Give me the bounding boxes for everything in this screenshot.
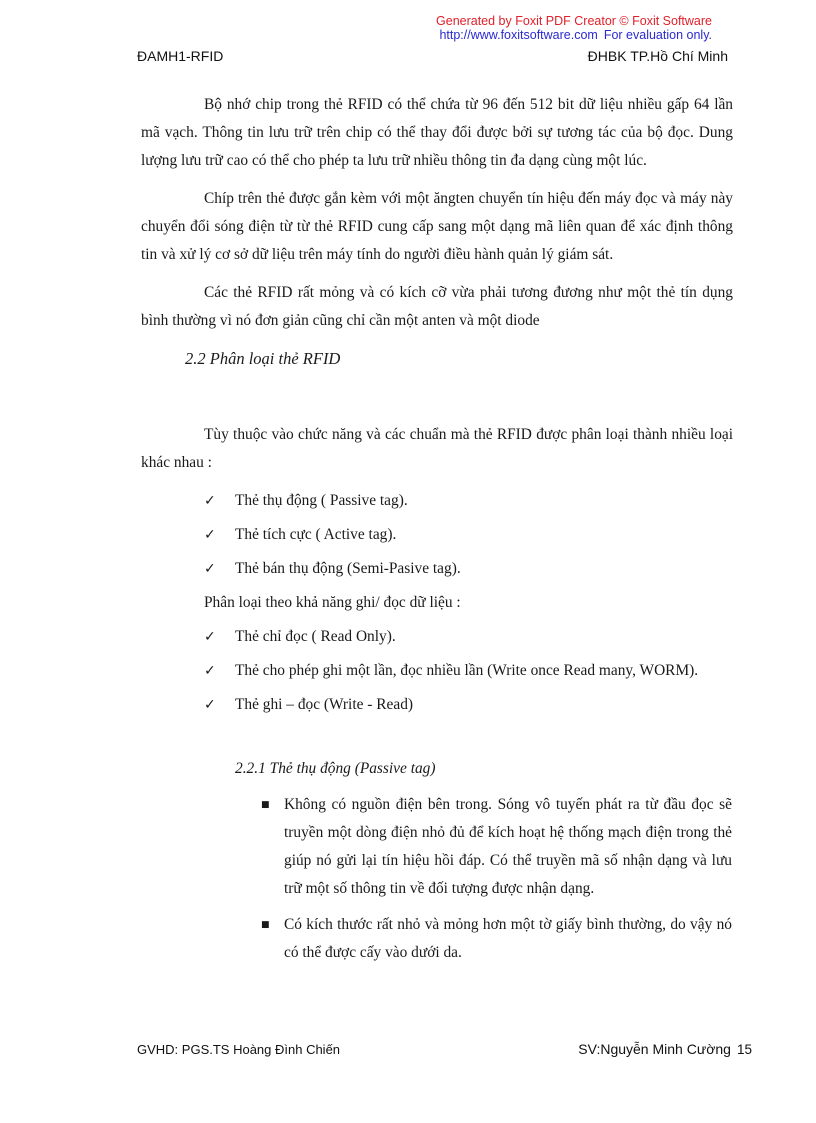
paragraph-chip-antenna: Chíp trên thẻ được gắn kèm với một ăngten chuyển tín hiệu đến máy đọc và máy này chuyển đổi sóng điện từ từ thẻ RFID cung cấp sang một dạng mã liên quan để xác định thông tin và xử lý cơ sở dữ liệu trên máy tính do người điều hành quản lý giám sát.: [141, 190, 733, 263]
list-item: [204, 521, 733, 549]
list-item: [204, 691, 733, 719]
list-item-label: Có kích thước rất nhỏ và mỏng hơn một tờ giấy bình thường, do vậy nó có thể được cấy vào dưới da.: [284, 916, 732, 961]
footer-right: [578, 1041, 752, 1057]
list-item-label: Thẻ chỉ đọc ( Read Only).: [235, 628, 396, 645]
paragraph-chip-memory: Bộ nhớ chip trong thẻ RFID có thể chứa từ 96 đến 512 bit dữ liệu nhiều gấp 64 lần mã vạch. Thông tin lưu trữ trên chip có thể thay đổi được bởi sự tương tác của bộ đọc. Dung lượng lưu trữ cao có thể cho phép ta lưu trữ nhiều thông tin đa dạng cùng một lúc.: [141, 96, 733, 169]
document-body: [141, 91, 733, 975]
square-bullet-icon: ■: [261, 800, 270, 810]
page-number: 15: [736, 1042, 752, 1057]
foxit-watermark: [0, 14, 712, 42]
checkmark-icon: ✓: [204, 527, 216, 543]
header-left: ĐAMH1-RFID: [137, 48, 224, 64]
square-bullet-icon: ■: [261, 920, 270, 930]
list-item: [261, 791, 732, 903]
checkmark-icon: ✓: [204, 663, 216, 679]
list-item-label: Thẻ bán thụ động (Semi-Pasive tag).: [235, 560, 461, 577]
paragraph-tag-size: Các thẻ RFID rất mỏng và có kích cỡ vừa phải tương đương như một thẻ tín dụng bình thường vì nó đơn giản cũng chỉ cần một anten và một diode: [141, 284, 733, 329]
checkmark-icon: ✓: [204, 493, 216, 509]
subsection-heading: 2.2.1 Thẻ thụ động (Passive tag): [235, 760, 436, 777]
list-item-label: Thẻ tích cực ( Active tag).: [235, 526, 397, 543]
list-item: [204, 555, 733, 583]
list-item: [261, 911, 732, 967]
section-heading: 2.2 Phân loại thẻ RFID: [185, 349, 341, 368]
footer-left: GVHD: PGS.TS Hoàng Đình Chiến: [137, 1042, 341, 1057]
header-right: ĐHBK TP.Hồ Chí Minh: [587, 48, 728, 64]
list-item: [204, 487, 733, 515]
footer-student: SV:Nguyễn Minh Cường: [578, 1041, 731, 1057]
checkmark-icon: ✓: [204, 697, 216, 713]
checkmark-icon: ✓: [204, 629, 216, 645]
list-item-label: Thẻ thụ động ( Passive tag).: [235, 492, 408, 509]
list-item-label: Thẻ cho phép ghi một lần, đọc nhiều lần (Write once Read many, WORM).: [235, 662, 699, 679]
section-intro: Tùy thuộc vào chức năng và các chuẩn mà thẻ RFID được phân loại thành nhiều loại khác nhau :: [141, 426, 733, 471]
watermark-eval: For evaluation only.: [603, 28, 712, 42]
watermark-link[interactable]: http://www.foxitsoftware.com: [439, 28, 598, 42]
list-item-label: Thẻ ghi – đọc (Write - Read): [235, 696, 414, 713]
list-item: [204, 657, 733, 685]
list-item: [204, 623, 733, 651]
list-item-label: Không có nguồn điện bên trong. Sóng vô tuyến phát ra từ đầu đọc sẽ truyền một dòng điện nhỏ đủ để kích hoạt hệ thống mạch điện trong thẻ giúp nó gửi lại tín hiệu hồi đáp. Có thể truyền mã số nhận dạng và lưu trữ một số thông tin về đối tượng được nhận dạng.: [284, 796, 732, 897]
watermark-title: Generated by Foxit PDF Creator © Foxit Software: [436, 14, 712, 28]
rw-intro: Phân loại theo khả năng ghi/ đọc dữ liệu :: [204, 594, 461, 611]
checkmark-icon: ✓: [204, 561, 216, 577]
